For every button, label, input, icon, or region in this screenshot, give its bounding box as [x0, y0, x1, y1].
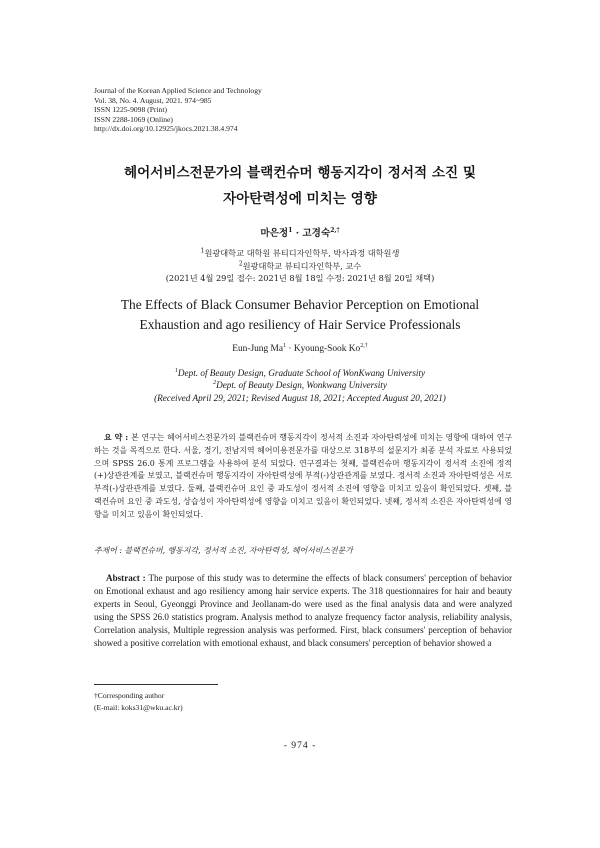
english-affiliation-1: [0, 367, 600, 379]
english-author-1-sup: 1: [283, 342, 287, 349]
footnote-divider: [94, 684, 218, 685]
journal-name: Journal of the Korean Applied Science and Technology: [94, 86, 262, 95]
journal-info: [94, 86, 262, 134]
korean-title-line2: 자아탄력성에 미치는 영향: [223, 191, 377, 207]
footnote-email: (E-mail: koks31@wku.ac.kr): [94, 703, 183, 712]
english-authors: [0, 344, 600, 354]
english-author-separator: ·: [286, 344, 294, 354]
korean-title: [60, 160, 540, 212]
english-abstract: [94, 572, 512, 651]
english-abstract-label: Abstract :: [106, 573, 149, 583]
english-author-2-sup: 2,†: [360, 342, 368, 349]
korean-author-2: 고경숙: [302, 228, 331, 239]
english-author-1: Eun-Jung Ma: [232, 344, 284, 354]
english-aff2-text: Dept. of Beauty Design, Wonkwang University: [216, 380, 387, 391]
english-title-line1: The Effects of Black Consumer Behavior Perception on Emotional: [120, 297, 480, 312]
korean-affiliation-2: [0, 260, 600, 273]
korean-abstract: [94, 432, 512, 522]
journal-volume: Vol. 38, No. 4. August, 2021. 974~985: [94, 95, 212, 105]
english-dates: (Received April 29, 2021; Revised August 18, 2021; Accepted August 20, 2021): [154, 392, 446, 403]
english-abstract-text: The purpose of this study was to determine the effects of black consumers' perception of behavior on Emotional exhaust and ago resiliency among hair service experts. The 318 questionnaires for hair and beauty experts in Seoul, Gyeonggi Province and Jeollanam-do were used as the final analysis data and were analyzed using the SPSS 26.0 statistics program. Analysis method to analyze frequency factor analysis, reliability analysis, Correlation analysis, Multiple regression analysis was performed. First, black consumers' perception of behavior showed a positive correlation with emotional exhaust, and black consumers' perception of behavior showed a: [94, 573, 512, 649]
korean-affiliations: [0, 247, 600, 285]
korean-author-2-sup: 2,†: [330, 226, 340, 234]
english-title: [40, 295, 560, 335]
korean-abstract-label: 요 약 :: [104, 433, 132, 442]
korean-aff2-text: 원광대학교 뷰티디자인학부, 교수: [242, 260, 362, 271]
korean-authors: [0, 225, 600, 239]
korean-title-line1: 헤어서비스전문가의 블랙컨슈머 행동지각이 정서적 소진 및: [124, 165, 476, 181]
english-aff1-sup: 1: [174, 367, 178, 374]
korean-aff1-text: 원광대학교 대학원 뷰티디자인학부, 박사과정 대학원생: [204, 248, 400, 258]
english-affiliation-2: [0, 379, 600, 391]
page-number: - 974 -: [283, 740, 317, 751]
korean-dates: (2021년 4월 29일 접수: 2021년 8월 18일 수정: 2021년 8월 20일 채택): [165, 273, 435, 284]
english-aff1-text: Dept. of Beauty Design, Graduate School of WonKwang University: [177, 368, 426, 378]
korean-author-separator: ·: [292, 228, 303, 239]
korean-abstract-text: 본 연구는 헤어서비스전문가의 블랙컨슈머 행동지각이 정서적 소진과 자아탄력성에 미치는 영향에 대하여 연구하는 것을 목적으로 한다. 서울, 경기, 전남지역 헤어미용전문가를 대상으로 318부의 설문지가 최종 분석 자료로 사용되었으며 SPSS 26.0 통계 프로그램을 사용하여 분석 되었다. 연구결과는 첫째, 블랙컨슈머 행동지각이 정서적 소진에 정적(+)상관관계를 보였고, 블랙컨슈머 행동지각이 자아탄력성에 부적(-)상관관계를 보였다. 정서적 소진과 자아탄력성은 서로 부적(-)상관관계를 보였다. 둘째, 블랙컨슈머 요인 중 과도성이 정서적 소진에 영향을 미치고 있음이 확인되었다. 셋째, 블랙컨슈머 요인 중 과도성, 상습성이 자아탄력성에 영향을 미치고 있음이 확인되었다. 넷째, 정서적 소진은 자아탄력성에 영향을 미치고 있음이 확인되었다.: [94, 433, 512, 519]
korean-author-1: 마은정: [260, 228, 289, 239]
english-title-line2: Exhaustion and ago resiliency of Hair Service Professionals: [139, 317, 461, 332]
korean-keywords: 주제어 : 블랙컨슈머, 행동지각, 정서적 소진, 자아탄력성, 헤어서비스전문가: [94, 546, 353, 555]
korean-affiliation-1: [0, 247, 600, 260]
korean-aff1-sup: 1: [200, 247, 205, 255]
journal-issn-print: ISSN 1225-9098 (Print): [94, 105, 167, 115]
korean-aff2-sup: 2: [238, 259, 243, 267]
english-author-2: Kyoung-Sook Ko: [293, 344, 361, 354]
english-aff2-sup: 2: [213, 380, 217, 387]
journal-doi: http://dx.doi.org/10.12925/jkocs.2021.38.4.974: [94, 124, 238, 134]
footnote-corresponding: †Corresponding author: [94, 691, 165, 700]
journal-issn-online: ISSN 2288-1069 (Online): [94, 114, 173, 124]
english-affiliations: [0, 367, 600, 404]
footnote: [94, 690, 183, 714]
korean-author-1-sup: 1: [288, 226, 293, 234]
